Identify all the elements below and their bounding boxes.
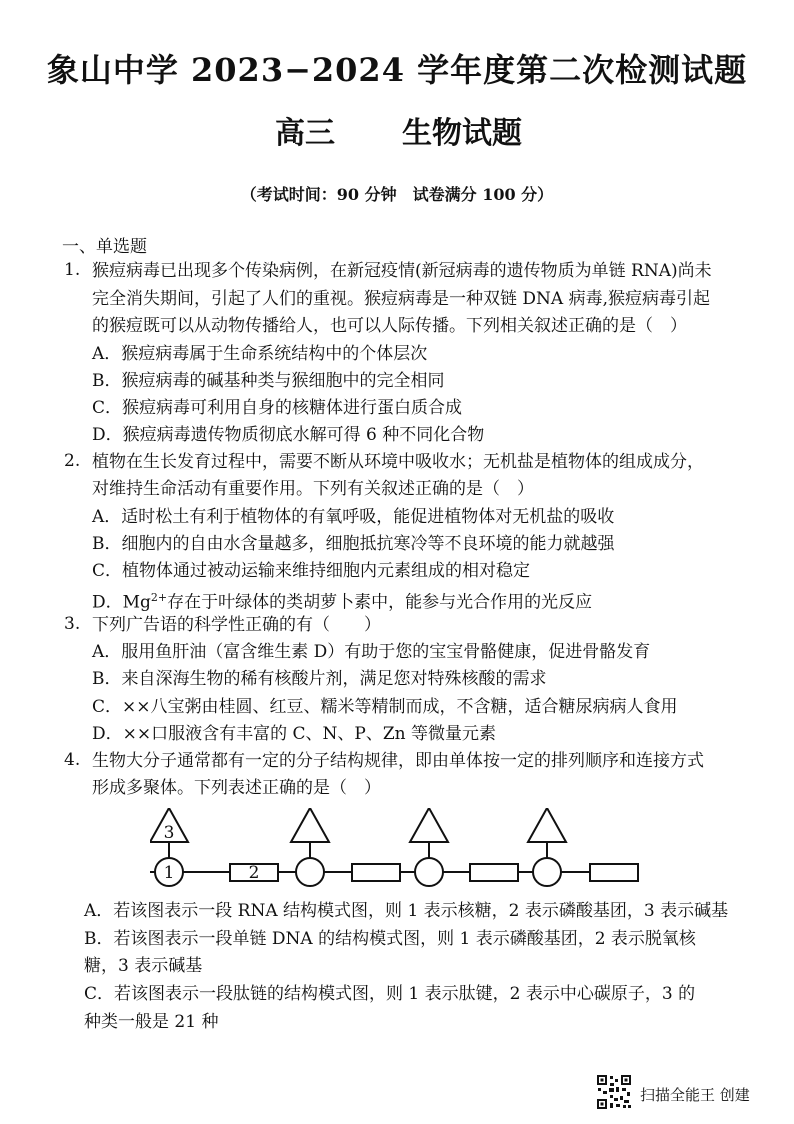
q2-number: 2. [64, 451, 81, 471]
q1-option-b: B．猴痘病毒的碱基种类与猴细胞中的完全相同 [92, 371, 445, 391]
q4-stem-line2: 形成多聚体。下列表述正确的是（ ） [92, 778, 381, 798]
q4-number: 4. [64, 750, 81, 770]
monomer-unit-4 [528, 808, 638, 886]
q2-option-d-sup: 2+ [150, 591, 168, 604]
q4-option-c-line1: C．若该图表示一段肽链的结构模式图，则 1 表示肽键，2 表示中心碳原子，3 的 [84, 984, 696, 1004]
exam-title: 象山中学 2023−2024 学年度第二次检测试题 [46, 51, 748, 89]
q1-stem-line2: 完全消失期间，引起了人们的重视。猴痘病毒是一种双链 DNA 病毒,猴痘病毒引起 [92, 289, 710, 309]
grade-label: 高三 [275, 116, 335, 151]
q1-option-a: A．猴痘病毒属于生命系统结构中的个体层次 [92, 344, 428, 364]
q2-option-d-pre: D．Mg [92, 592, 151, 613]
section-heading: 一、单选题 [62, 237, 147, 257]
q3-option-c: C．××八宝粥由桂圆、红豆、糯米等精制而成，不含糖，适合糖尿病病人食用 [92, 697, 678, 717]
diagram-label-1: 1 [163, 863, 175, 883]
q2-option-b: B．细胞内的自由水含量越多，细胞抵抗寒冷等不良环境的能力就越强 [92, 534, 615, 554]
monomer-unit-3 [410, 808, 518, 886]
q2-option-d [92, 587, 592, 614]
diagram-label-2: 2 [248, 863, 260, 883]
q4-stem-line1: 生物大分子通常都有一定的分子结构规律，即由单体按一定的排列顺序和连接方式 [92, 751, 704, 771]
subject-label: 生物试题 [402, 116, 522, 151]
q3-number: 3. [64, 614, 81, 634]
q3-option-b: B．来自深海生物的稀有核酸片剂，满足您对特殊核酸的需求 [92, 669, 547, 689]
q3-stem-line1: 下列广告语的科学性正确的有（ ） [92, 615, 381, 635]
q4-option-c-line2: 种类一般是 21 种 [84, 1012, 219, 1032]
q2-option-a: A．适时松土有利于植物体的有氧呼吸，能促进植物体对无机盐的吸收 [92, 507, 615, 527]
q3-option-a: A．服用鱼肝油（富含维生素 D）有助于您的宝宝骨骼健康，促进骨骼发育 [92, 642, 651, 662]
scanner-watermark-text: 扫描全能王 创建 [640, 1086, 750, 1104]
q2-option-d-post: 存在于叶绿体的类胡萝卜素中，能参与光合作用的光反应 [167, 592, 593, 613]
q4-option-b-line2: 糖，3 表示碱基 [84, 956, 203, 976]
q1-stem-line1: 猴痘病毒已出现多个传染病例，在新冠疫情(新冠病毒的遗传物质为单链 RNA)尚未 [92, 261, 712, 281]
q1-stem-line3: 的猴痘既可以从动物传播给人，也可以人际传播。下列相关叙述正确的是（ ） [92, 316, 687, 336]
q1-option-d: D．猴痘病毒遗传物质彻底水解可得 6 种不同化合物 [92, 425, 485, 445]
q2-stem-line1: 植物在生长发育过程中，需要不断从环境中吸收水；无机盐是植物体的组成成分， [92, 452, 704, 472]
q4-option-a: A．若该图表示一段 RNA 结构模式图，则 1 表示核糖，2 表示磷酸基团，3 表示碱基 [84, 901, 729, 921]
q2-stem-line2: 对维持生命活动有重要作用。下列有关叙述正确的是（ ） [92, 479, 534, 499]
q1-number: 1. [64, 260, 81, 280]
exam-info: （考试时间：90 分钟 试卷满分 100 分） [240, 185, 554, 204]
q1-option-c: C．猴痘病毒可利用自身的核糖体进行蛋白质合成 [92, 398, 463, 418]
monomer-unit-2 [291, 808, 400, 886]
q3-option-d: D．××口服液含有丰富的 C、N、P、Zn 等微量元素 [92, 724, 497, 744]
diagram-label-3: 3 [163, 823, 175, 843]
qr-code-icon [596, 1074, 632, 1110]
polymer-structure-diagram [150, 808, 670, 892]
q4-option-b-line1: B．若该图表示一段单链 DNA 的结构模式图，则 1 表示磷酸基团，2 表示脱氧核 [84, 929, 696, 949]
q2-option-c: C．植物体通过被动运输来维持细胞内元素组成的相对稳定 [92, 561, 531, 581]
